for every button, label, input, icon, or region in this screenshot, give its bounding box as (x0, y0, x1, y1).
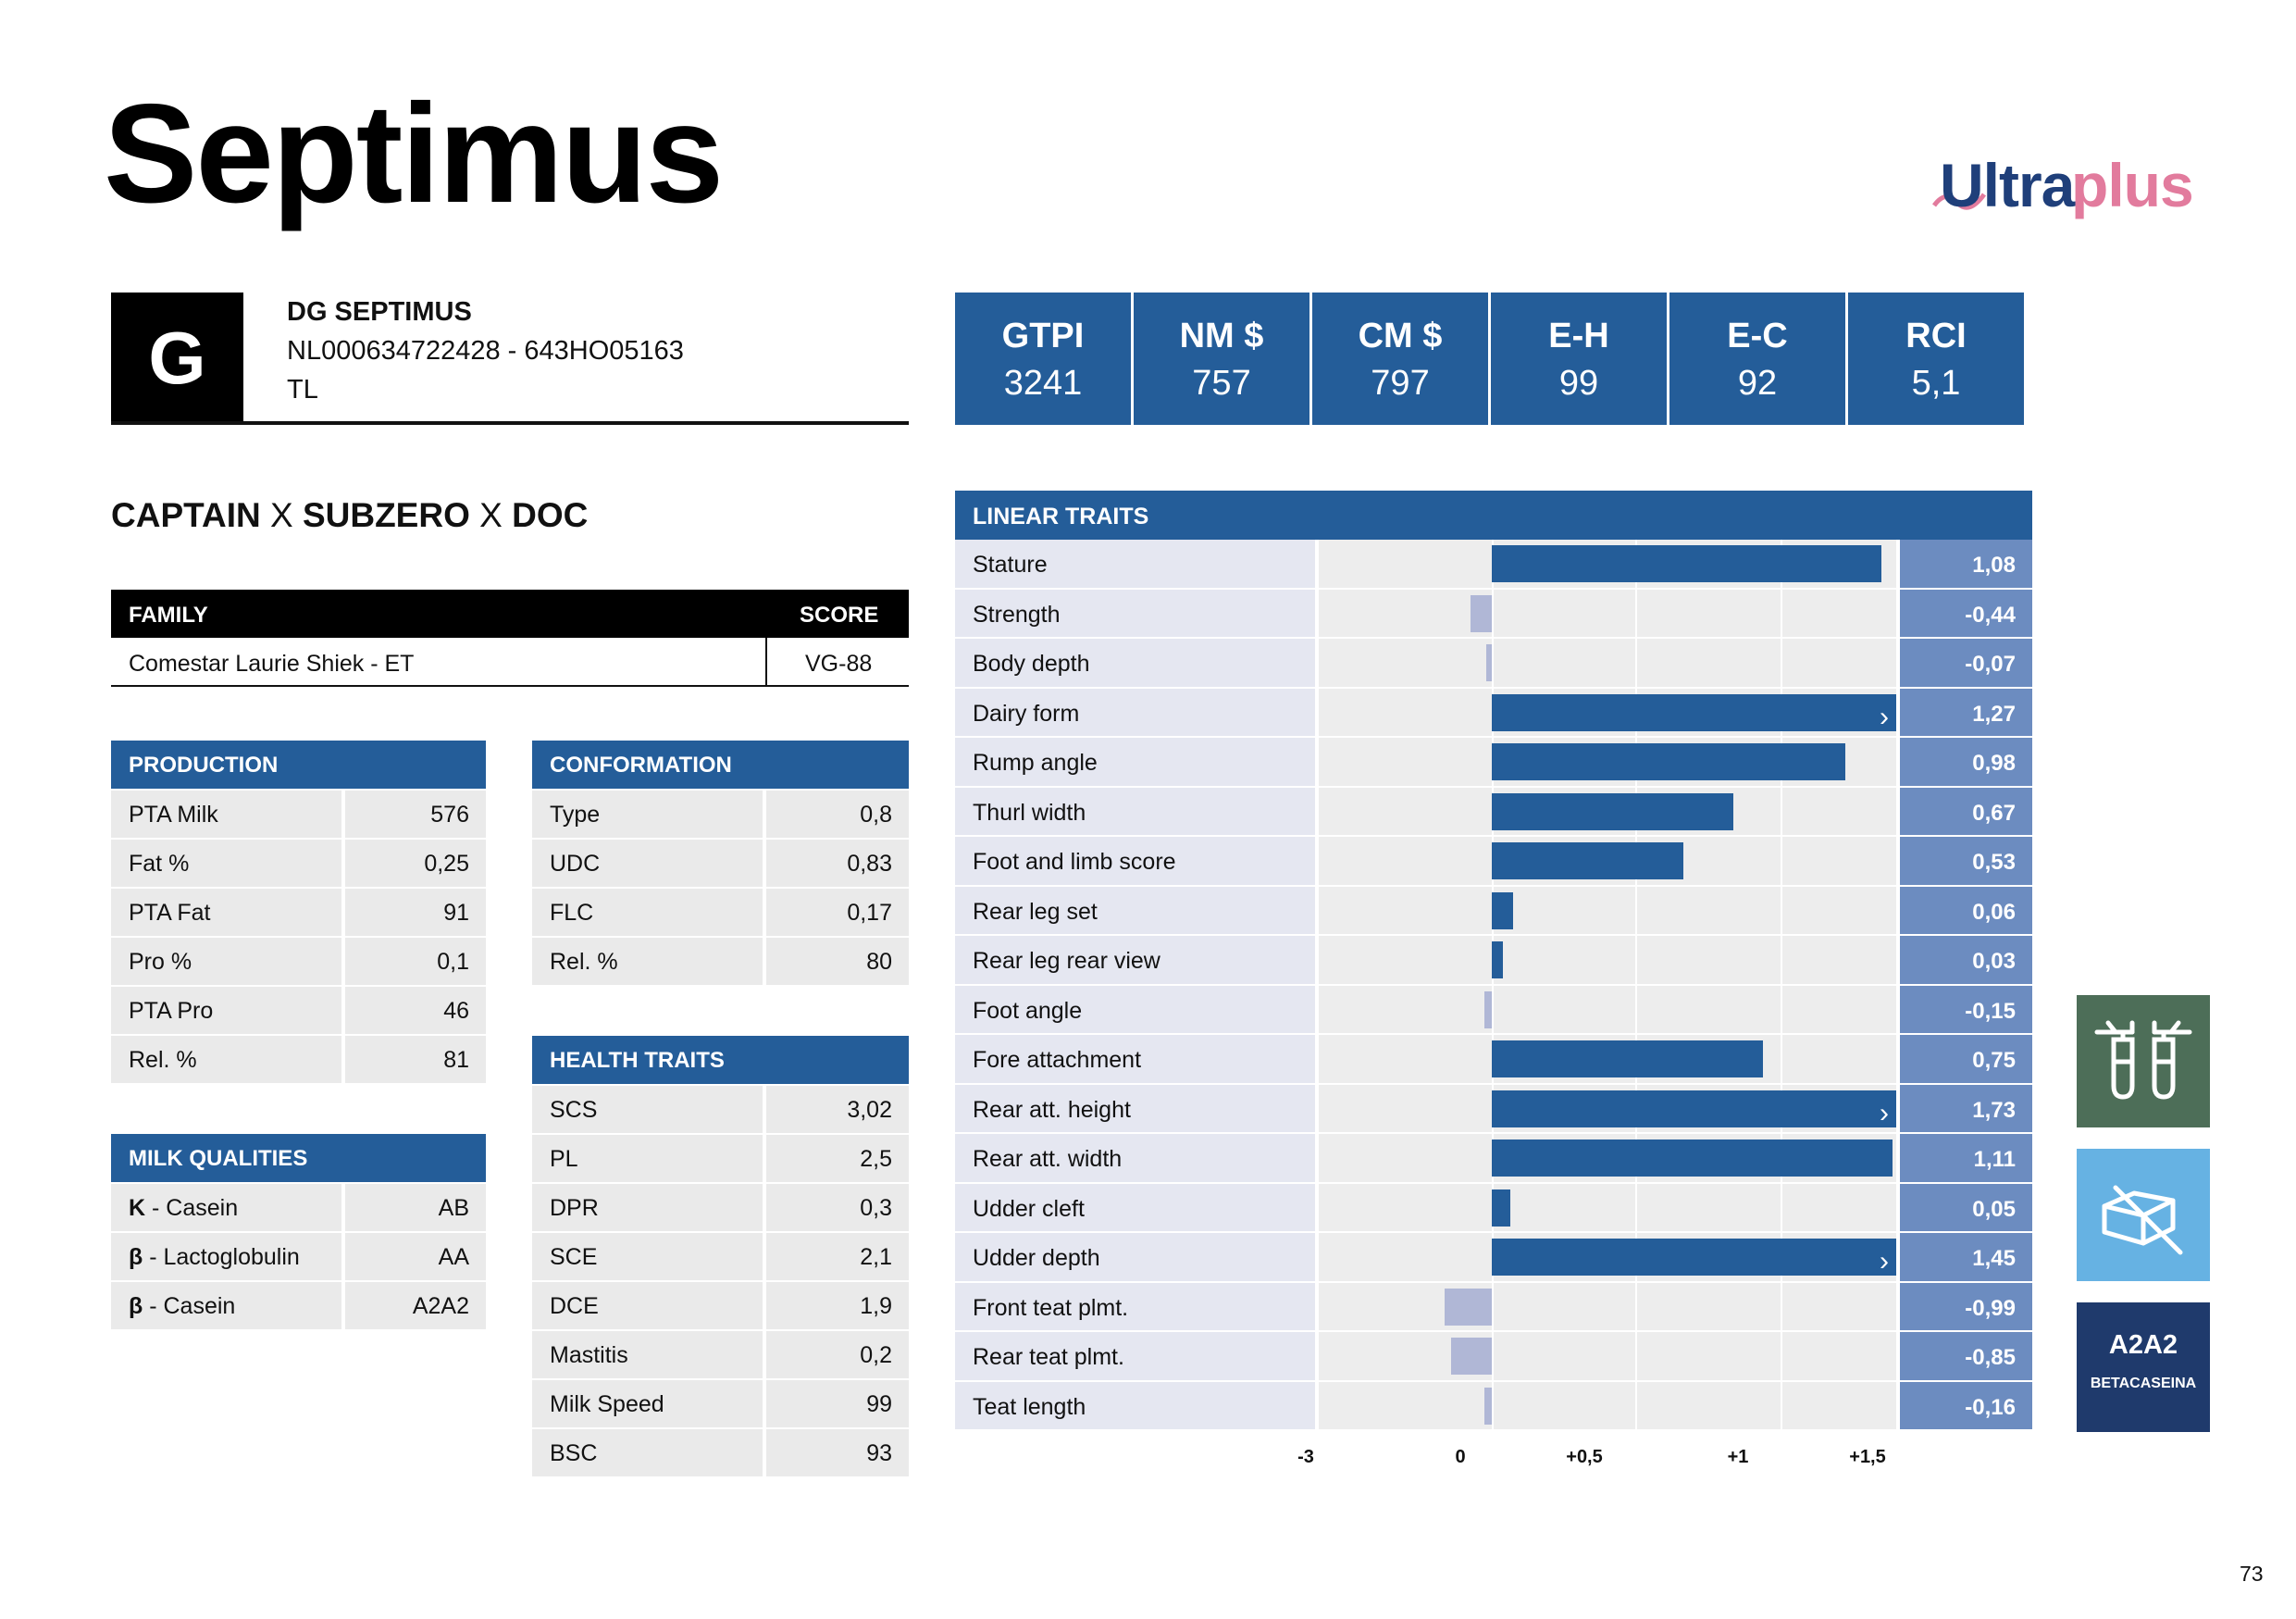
trait-bar-area (1319, 1184, 1896, 1232)
trait-value: 1,11 (1900, 1134, 2032, 1182)
trait-name: Udder depth (955, 1233, 1315, 1281)
bull-code: TL (287, 375, 318, 405)
trait-value: 0,06 (1900, 887, 2032, 935)
trait-bar-area (1319, 986, 1896, 1034)
family-score: VG-88 (805, 651, 873, 677)
trait-value: -0,15 (1900, 986, 2032, 1034)
gridline (1781, 1382, 1782, 1430)
trait-value: -0,07 (1900, 639, 2032, 687)
linear-trait-row (955, 1233, 2032, 1283)
row-label: BSC (532, 1429, 763, 1476)
gridline (1635, 986, 1637, 1034)
gridline (1781, 837, 1782, 885)
gridline (1781, 639, 1782, 687)
table-row (532, 1329, 909, 1378)
axis-tick-label: +1 (1727, 1447, 1749, 1467)
row-value: 81 (345, 1036, 486, 1083)
table-row (111, 887, 486, 936)
trait-value: 1,08 (1900, 540, 2032, 588)
linear-trait-row (955, 639, 2032, 689)
row-label: PTA Pro (111, 987, 341, 1034)
linear-trait-row (955, 738, 2032, 788)
linear-trait-row (955, 986, 2032, 1036)
family-header-score: SCORE (800, 603, 879, 628)
linear-traits-chart (955, 540, 2032, 1431)
table-row (532, 1378, 909, 1427)
gridline (1635, 590, 1637, 638)
linear-trait-row (955, 1035, 2032, 1085)
trait-bar (1486, 644, 1492, 681)
table-row (111, 838, 486, 887)
row-value: 0,3 (766, 1184, 909, 1231)
a2a2-subtitle: BETACASEINA (2090, 1376, 2197, 1391)
index-card (1669, 293, 1845, 425)
row-label: Fat % (111, 840, 341, 887)
index-key: E-H (1548, 317, 1609, 355)
row-value: AA (345, 1233, 486, 1280)
index-card (1491, 293, 1667, 425)
trait-bar-area (1319, 689, 1896, 737)
row-label: PTA Fat (111, 889, 341, 936)
trait-bar-area (1319, 1085, 1896, 1133)
trait-bar (1451, 1338, 1492, 1375)
bull-identity (287, 293, 909, 409)
trait-bar-area (1319, 1332, 1896, 1380)
row-label (111, 1184, 341, 1231)
gridline (1781, 887, 1782, 935)
linear-trait-row (955, 1184, 2032, 1234)
row-label: FLC (532, 889, 763, 936)
trait-bar-area (1319, 540, 1896, 588)
table-row (111, 1231, 486, 1280)
linear-trait-row (955, 590, 2032, 640)
trait-bar (1492, 1090, 1896, 1127)
trait-bar (1484, 991, 1492, 1028)
pedigree-line (111, 496, 588, 535)
linear-traits-title: LINEAR TRAITS (955, 491, 2032, 540)
trait-name: Front teat plmt. (955, 1283, 1315, 1331)
index-key: CM $ (1358, 317, 1443, 355)
row-value: 91 (345, 889, 486, 936)
linear-trait-row (955, 1085, 2032, 1135)
row-label (111, 1282, 341, 1329)
pedigree-mggs: DOC (512, 496, 589, 534)
gridline (1492, 639, 1494, 687)
index-card (1848, 293, 2024, 425)
gridline (1781, 788, 1782, 836)
bull-registration: NL000634722428 - 643HO05163 (287, 336, 684, 366)
overflow-chevron-icon: › (1880, 1097, 1889, 1128)
trait-value: 0,67 (1900, 788, 2032, 836)
family-dam: Comestar Laurie Shiek - ET (129, 651, 415, 677)
row-value: 576 (345, 791, 486, 838)
row-label-text: - Casein (145, 1195, 239, 1221)
trait-value: 1,45 (1900, 1233, 2032, 1281)
pedigree-sire: CAPTAIN (111, 496, 261, 534)
gridline (1635, 1382, 1637, 1430)
row-label-prefix: β (129, 1293, 143, 1319)
index-value: 797 (1371, 364, 1430, 403)
gridline (1781, 1184, 1782, 1232)
genomic-badge: G (111, 293, 243, 424)
trait-bar-area (1319, 1283, 1896, 1331)
gridline (1492, 986, 1494, 1034)
gridline (1781, 936, 1782, 984)
gridline (1781, 590, 1782, 638)
trait-name: Teat length (955, 1382, 1315, 1430)
trait-bar (1492, 941, 1503, 978)
family-table-header (111, 590, 909, 638)
trait-bar-area (1319, 788, 1896, 836)
conformation-table (532, 741, 909, 985)
a2a2-badge (2077, 1302, 2210, 1432)
axis-tick-label: +0,5 (1566, 1447, 1603, 1467)
trait-name: Rear att. width (955, 1134, 1315, 1182)
gridline (1492, 1382, 1494, 1430)
table-row (532, 1133, 909, 1182)
trait-value: -0,85 (1900, 1332, 2032, 1380)
row-value: 0,17 (766, 889, 909, 936)
index-value: 3241 (1003, 364, 1083, 403)
gridline (1781, 1283, 1782, 1331)
health-traits-title: HEALTH TRAITS (532, 1036, 909, 1084)
gridline (1781, 1035, 1782, 1083)
trait-value: 0,53 (1900, 837, 2032, 885)
trait-name: Udder cleft (955, 1184, 1315, 1232)
conformation-title: CONFORMATION (532, 741, 909, 789)
trait-bar (1492, 793, 1733, 830)
index-key: RCI (1905, 317, 1967, 355)
trait-name: Dairy form (955, 689, 1315, 737)
row-label: DCE (532, 1282, 763, 1329)
row-value: 0,8 (766, 791, 909, 838)
gridline (1635, 1184, 1637, 1232)
row-value: 2,5 (766, 1135, 909, 1182)
trait-value: 1,73 (1900, 1085, 2032, 1133)
overflow-chevron-icon: › (1880, 701, 1889, 732)
gridline (1635, 1283, 1637, 1331)
axis-tick-label: 0 (1455, 1447, 1466, 1467)
table-row (532, 887, 909, 936)
row-value: 99 (766, 1380, 909, 1427)
trait-bar-area (1319, 837, 1896, 885)
row-label: Rel. % (111, 1036, 341, 1083)
axis-tick-label: +1,5 (1849, 1447, 1886, 1467)
linear-trait-row (955, 689, 2032, 739)
index-value: 92 (1737, 364, 1778, 403)
row-value: 1,9 (766, 1282, 909, 1329)
row-label-text: - Lactoglobulin (143, 1244, 300, 1270)
row-label: Rel. % (532, 938, 763, 985)
table-row (111, 985, 486, 1034)
family-header-label: FAMILY (129, 603, 208, 628)
bull-name: DG SEPTIMUS (287, 297, 472, 327)
no-feed-graphic (2077, 1149, 2210, 1281)
pedigree-mgs: SUBZERO (302, 496, 470, 534)
row-label: Type (532, 791, 763, 838)
production-table (111, 741, 486, 1083)
row-label-text: - Casein (143, 1293, 236, 1319)
trait-bar-area (1319, 1134, 1896, 1182)
linear-trait-row (955, 887, 2032, 937)
row-label-prefix: K (129, 1195, 146, 1221)
pedigree-separator: X (479, 496, 503, 534)
trait-bar-area (1319, 936, 1896, 984)
row-label: UDC (532, 840, 763, 887)
row-label: Pro % (111, 938, 341, 985)
row-label-prefix: β (129, 1244, 143, 1270)
trait-bar (1492, 1040, 1763, 1077)
row-value: AB (345, 1184, 486, 1231)
page-title: Septimus (104, 75, 723, 232)
table-row (532, 838, 909, 887)
milking-robot-icon (2077, 995, 2210, 1127)
trait-value: 0,05 (1900, 1184, 2032, 1232)
table-row (532, 936, 909, 985)
row-label: Milk Speed (532, 1380, 763, 1427)
gridline (1781, 986, 1782, 1034)
table-row (111, 1182, 486, 1231)
ultraplus-logo (1932, 139, 2201, 222)
divider (111, 421, 909, 425)
trait-value: -0,16 (1900, 1382, 2032, 1430)
trait-bar (1492, 1239, 1896, 1276)
linear-trait-row (955, 1332, 2032, 1382)
linear-trait-row (955, 1134, 2032, 1184)
table-row (532, 1280, 909, 1329)
linear-trait-row (955, 540, 2032, 590)
gridline (1635, 639, 1637, 687)
index-value: 757 (1192, 364, 1251, 403)
linear-trait-row (955, 1382, 2032, 1432)
row-label: PTA Milk (111, 791, 341, 838)
row-value: 93 (766, 1429, 909, 1476)
row-value: 2,1 (766, 1233, 909, 1280)
trait-bar-area (1319, 887, 1896, 935)
table-row (532, 1231, 909, 1280)
linear-trait-row (955, 936, 2032, 986)
row-value: 80 (766, 938, 909, 985)
trait-bar (1492, 842, 1683, 879)
gridline (1492, 590, 1494, 638)
trait-name: Fore attachment (955, 1035, 1315, 1083)
table-row (532, 1182, 909, 1231)
milk-qualities-table (111, 1134, 486, 1329)
trait-bar (1492, 694, 1896, 731)
family-row (111, 638, 909, 687)
family-column-divider (765, 638, 767, 687)
gridline (1635, 1332, 1637, 1380)
index-key: GTPI (1001, 317, 1085, 355)
axis-tick-label: -3 (1297, 1447, 1314, 1467)
row-label: SCE (532, 1233, 763, 1280)
trait-name: Thurl width (955, 788, 1315, 836)
health-traits-table (532, 1036, 909, 1476)
gridline (1635, 887, 1637, 935)
page-number: 73 (2240, 1562, 2264, 1586)
gridline (1635, 936, 1637, 984)
trait-bar-area (1319, 639, 1896, 687)
no-feed-icon (2077, 1149, 2210, 1281)
trait-bar (1471, 595, 1492, 632)
row-value: 0,83 (766, 840, 909, 887)
production-title: PRODUCTION (111, 741, 486, 789)
row-value: 3,02 (766, 1086, 909, 1133)
trait-value: -0,44 (1900, 590, 2032, 638)
milking-robot-graphic (2077, 995, 2210, 1127)
index-card (1134, 293, 1309, 425)
table-row (111, 1034, 486, 1083)
milk-qualities-title: MILK QUALITIES (111, 1134, 486, 1182)
logo-text-ultra: Ultra (1940, 151, 2075, 219)
trait-bar (1484, 1388, 1492, 1425)
trait-name: Rear att. height (955, 1085, 1315, 1133)
logo-text-plus: plus (2071, 151, 2193, 219)
table-row (532, 789, 909, 838)
trait-name: Stature (955, 540, 1315, 588)
trait-name: Body depth (955, 639, 1315, 687)
trait-bar (1445, 1289, 1492, 1326)
trait-name: Strength (955, 590, 1315, 638)
trait-name: Foot angle (955, 986, 1315, 1034)
table-row (532, 1084, 909, 1133)
trait-name: Rear teat plmt. (955, 1332, 1315, 1380)
trait-value: 0,03 (1900, 936, 2032, 984)
row-value: 0,2 (766, 1331, 909, 1378)
trait-bar (1492, 1189, 1510, 1227)
trait-name: Rear leg rear view (955, 936, 1315, 984)
table-row (111, 936, 486, 985)
trait-name: Foot and limb score (955, 837, 1315, 885)
trait-bar-area (1319, 738, 1896, 786)
row-value: 0,1 (345, 938, 486, 985)
trait-name: Rear leg set (955, 887, 1315, 935)
linear-trait-row (955, 837, 2032, 887)
row-label (111, 1233, 341, 1280)
trait-bar (1492, 545, 1881, 582)
trait-bar-area (1319, 1382, 1896, 1430)
row-label: DPR (532, 1184, 763, 1231)
trait-value: 0,98 (1900, 738, 2032, 786)
row-label: PL (532, 1135, 763, 1182)
row-label: Mastitis (532, 1331, 763, 1378)
trait-bar-area (1319, 590, 1896, 638)
overflow-chevron-icon: › (1880, 1246, 1889, 1277)
pedigree-separator: X (269, 496, 293, 534)
index-card (955, 293, 1131, 425)
trait-bar (1492, 1140, 1893, 1177)
index-card (1312, 293, 1488, 425)
linear-trait-row (955, 1283, 2032, 1333)
trait-value: -0,99 (1900, 1283, 2032, 1331)
gridline (1781, 1332, 1782, 1380)
index-value: 99 (1558, 364, 1599, 403)
trait-value: 1,27 (1900, 689, 2032, 737)
gridline (1492, 1283, 1494, 1331)
index-key: NM $ (1179, 317, 1264, 355)
row-value: 46 (345, 987, 486, 1034)
row-value: 0,25 (345, 840, 486, 887)
trait-bar (1492, 892, 1513, 929)
gridline (1492, 1332, 1494, 1380)
index-value: 5,1 (1911, 364, 1961, 403)
trait-bar-area (1319, 1035, 1896, 1083)
table-row (111, 1280, 486, 1329)
table-row (111, 789, 486, 838)
linear-trait-row (955, 788, 2032, 838)
row-label: SCS (532, 1086, 763, 1133)
trait-bar (1492, 743, 1845, 780)
trait-bar-area (1319, 1233, 1896, 1281)
row-value: A2A2 (345, 1282, 486, 1329)
a2a2-title: A2A2 (2108, 1330, 2178, 1360)
trait-name: Rump angle (955, 738, 1315, 786)
table-row (532, 1427, 909, 1476)
index-key: E-C (1727, 317, 1788, 355)
trait-value: 0,75 (1900, 1035, 2032, 1083)
